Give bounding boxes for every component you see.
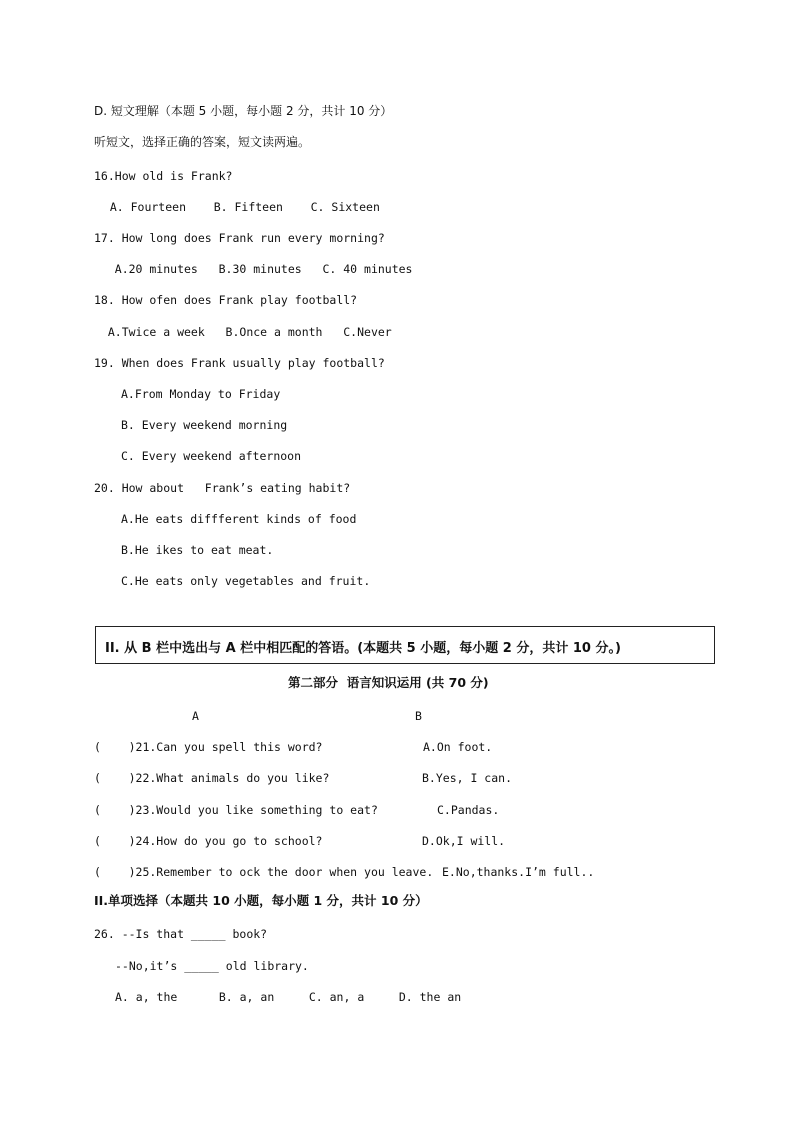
question-20-option-c: C.He eats only vegetables and fruit. <box>121 574 371 588</box>
match-row-25-b: E.No,thanks.I’m full.. <box>442 865 595 879</box>
question-20: 20. How about Frank’s eating habit? <box>94 481 351 495</box>
column-a-label: A <box>192 709 199 723</box>
question-20-option-a: A.He eats diffferent kinds of food <box>121 512 357 526</box>
question-19-option-c: C. Every weekend afternoon <box>121 449 302 463</box>
match-row-22-b: B.Yes, I can. <box>422 771 513 785</box>
part-two-heading: 第二部分 语言知识运用 (共 70 分) <box>288 675 489 690</box>
match-row-24-a: ( )24.How do you go to school? <box>94 834 323 848</box>
question-17-options: A.20 minutes B.30 minutes C. 40 minutes <box>94 262 413 276</box>
column-b-label: B <box>415 709 422 723</box>
question-16-options: A. Fourteen B. Fifteen C. Sixteen <box>96 200 380 214</box>
question-20-option-b: B.He ikes to eat meat. <box>121 543 274 557</box>
match-row-21-a: ( )21.Can you spell this word? <box>94 740 323 754</box>
question-26-line-2: --No,it’s _____ old library. <box>115 959 309 973</box>
question-19-option-b: B. Every weekend morning <box>121 418 288 432</box>
section-ii-heading: II. 从 B 栏中选出与 A 栏中相匹配的答语。(本题共 5 小题，每小题 2 分，共计 10 分。) <box>105 641 621 656</box>
question-19-option-a: A.From Monday to Friday <box>121 387 281 401</box>
match-row-24-b: D.Ok,I will. <box>422 834 506 848</box>
match-row-22-a: ( )22.What animals do you like? <box>94 771 330 785</box>
match-row-21-b: A.On foot. <box>423 740 493 754</box>
question-26-options: A. a, the B. a, an C. an, a D. the an <box>115 990 462 1004</box>
question-19: 19. When does Frank usually play football? <box>94 356 385 370</box>
question-26: 26. --Is that _____ book? <box>94 927 268 941</box>
question-17: 17. How long does Frank run every morning? <box>94 231 385 245</box>
match-row-23-b: C.Pandas. <box>437 803 500 817</box>
question-18-options: A.Twice a week B.Once a month C.Never <box>94 325 392 339</box>
single-choice-heading: II.单项选择（本题共 10 小题，每小题 1 分，共计 10 分） <box>94 893 428 908</box>
match-row-23-a: ( )23.Would you like something to eat? <box>94 803 378 817</box>
section-ii-heading-box <box>95 626 715 664</box>
question-16: 16.How old is Frank? <box>94 169 233 183</box>
question-18: 18. How ofen does Frank play football? <box>94 293 358 307</box>
section-d-title: D. 短文理解（本题 5 小题，每小题 2 分，共计 10 分） <box>94 104 393 118</box>
match-row-25-a: ( )25.Remember to ock the door when you leave. <box>94 865 434 879</box>
section-d-instruction: 听短文，选择正确的答案，短文读两遍。 <box>94 135 311 149</box>
